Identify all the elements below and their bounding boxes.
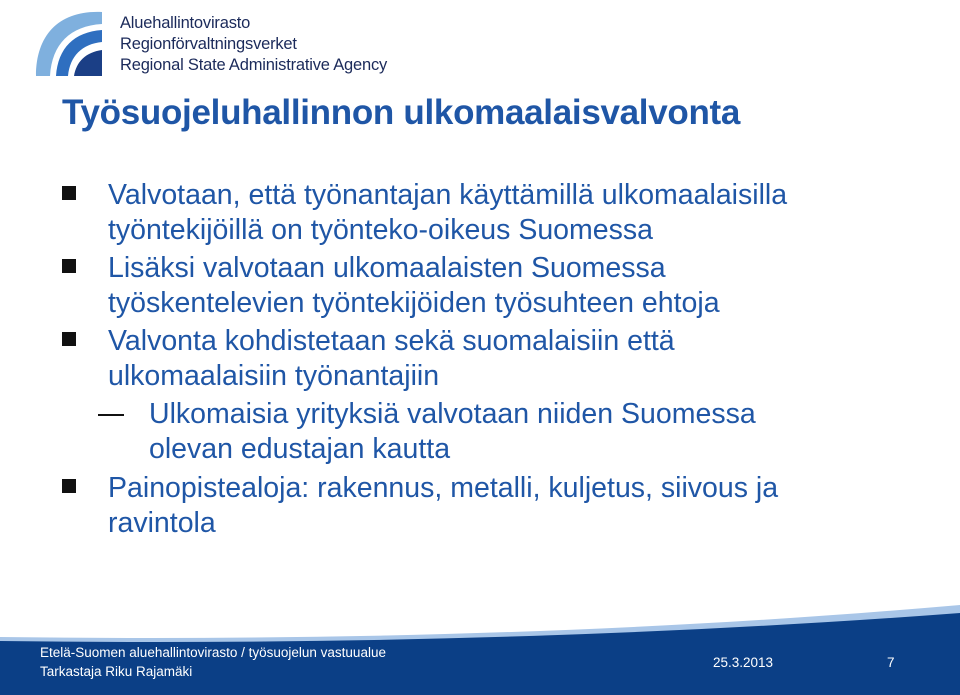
dash-bullet-icon: [98, 414, 124, 416]
page-number: 7: [887, 655, 895, 670]
agency-logo-icon: [30, 4, 108, 80]
bullet-text-line: Valvotaan, että työnantajan käyttämillä ulkomaalaisilla: [108, 179, 788, 211]
square-bullet-icon: [62, 259, 76, 273]
bullet-item: [62, 178, 942, 248]
footer-department: Etelä-Suomen aluehallintovirasto / työsuojelun vastuualue: [40, 645, 386, 660]
bullet-item: [62, 471, 942, 541]
agency-name-sv: Regionförvaltningsverket: [120, 35, 297, 53]
bullet-text-line: Painopistealoja: rakennus, metalli, kuljetus, siivous ja: [108, 472, 779, 504]
sub-bullet-item: [62, 397, 942, 467]
square-bullet-icon: [62, 332, 76, 346]
square-bullet-icon: [62, 186, 76, 200]
agency-name-en: Regional State Administrative Agency: [120, 56, 388, 74]
bullet-item: [62, 251, 942, 321]
bullet-text-line: Lisäksi valvotaan ulkomaalaisten Suomessa: [108, 252, 666, 284]
bullet-text-line: työntekijöillä on työnteko-oikeus Suomessa: [108, 214, 653, 246]
agency-name-fi: Aluehallintovirasto: [120, 14, 251, 32]
slide-content: [62, 178, 942, 544]
bullet-text-line: ulkomaalaisiin työnantajiin: [108, 360, 440, 392]
slide-title: Työsuojeluhallinnon ulkomaalaisvalvonta: [62, 93, 741, 132]
bullet-item: [62, 324, 942, 394]
square-bullet-icon: [62, 479, 76, 493]
sub-bullet-text-line: Ulkomaisia yrityksiä valvotaan niiden Suomessa: [149, 398, 756, 430]
bullet-text-line: ravintola: [108, 507, 216, 539]
bullet-text-line: työskentelevien työntekijöiden työsuhteen ehtoja: [108, 287, 720, 319]
bullet-text-line: Valvonta kohdistetaan sekä suomalaisiin että: [108, 325, 675, 357]
sub-bullet-text-line: olevan edustajan kautta: [149, 433, 451, 465]
footer-author: Tarkastaja Riku Rajamäki: [40, 664, 193, 679]
footer-date: 25.3.2013: [713, 655, 774, 670]
agency-name: [120, 13, 387, 76]
